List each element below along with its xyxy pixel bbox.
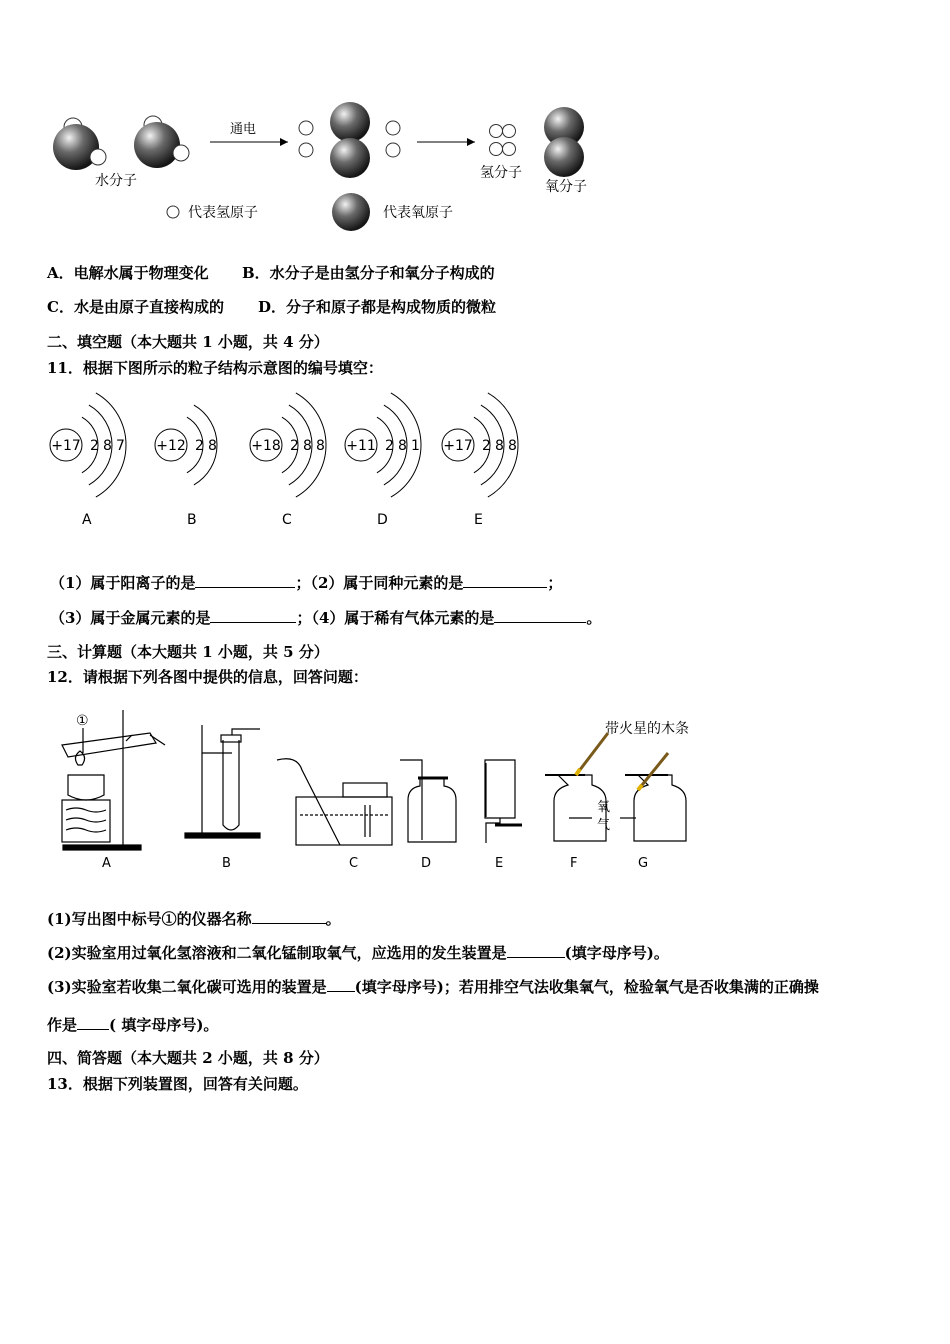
apparatus-label: B bbox=[222, 856, 231, 871]
apparatus-label: A bbox=[102, 856, 111, 871]
electron-count: 1 bbox=[411, 438, 420, 454]
electron-count: 8 bbox=[508, 438, 517, 454]
apparatus-label: C bbox=[349, 856, 359, 871]
apparatus-c bbox=[277, 759, 392, 845]
apparatus-d bbox=[400, 760, 456, 842]
legend-hydrogen: 代表氢原子 bbox=[188, 205, 258, 221]
atom-diagram bbox=[50, 393, 126, 528]
answer-blank[interactable] bbox=[77, 1015, 109, 1030]
atom-diagram bbox=[442, 393, 518, 528]
hydrogen-legend-icon bbox=[167, 206, 179, 218]
electron-count: 8 bbox=[303, 438, 312, 454]
answer-blank[interactable] bbox=[327, 977, 355, 992]
electrolysis-diagram bbox=[40, 95, 620, 235]
nucleus-charge: +18 bbox=[251, 438, 281, 454]
atom-diagram bbox=[155, 405, 217, 528]
hydrogen-label: 氢分子 bbox=[480, 165, 522, 181]
oxygen-char: 气 bbox=[597, 818, 611, 833]
option-c: C．水是由原子直接构成的 bbox=[47, 298, 224, 316]
punct: 。 bbox=[325, 910, 341, 928]
answer-blank[interactable] bbox=[210, 608, 296, 623]
atom-label: D bbox=[377, 512, 388, 528]
nucleus-charge: +17 bbox=[51, 438, 81, 454]
q12-part3-text: (3)实验室若收集二氧化碳可选用的装置是 bbox=[47, 978, 327, 996]
atom-diagram bbox=[250, 393, 326, 528]
electron-count: 7 bbox=[116, 438, 125, 454]
apparatus-label: F bbox=[570, 856, 578, 871]
q12-part3-cont-text: 作是 bbox=[47, 1016, 78, 1034]
apparatus-f bbox=[545, 720, 689, 841]
electron-count: 8 bbox=[103, 438, 112, 454]
q11-part3 bbox=[50, 607, 601, 628]
question-11-stem: 11．根据下图所示的粒子结构示意图的编号填空： bbox=[47, 359, 383, 377]
electron-count: 8 bbox=[316, 438, 325, 454]
apparatus-g bbox=[620, 753, 686, 841]
apparatus-label: E bbox=[495, 856, 504, 871]
electron-count: 2 bbox=[195, 438, 204, 454]
section-heading: 四、简答题（本大题共 2 小题，共 8 分） bbox=[47, 1049, 329, 1067]
nucleus-charge: +12 bbox=[156, 438, 186, 454]
atom-label: C bbox=[282, 512, 292, 528]
electron-count: 2 bbox=[385, 438, 394, 454]
option-d: D．分子和原子都是构成物质的微粒 bbox=[258, 298, 497, 316]
apparatus-a bbox=[62, 710, 165, 850]
nucleus-charge: +17 bbox=[443, 438, 473, 454]
q11-part4-text: ；（4）属于稀有气体元素的是 bbox=[296, 609, 495, 627]
arrow-label: 通电 bbox=[230, 122, 257, 137]
question-12-stem: 12．请根据下列各图中提供的信息，回答问题： bbox=[47, 668, 368, 686]
oxygen-legend-icon bbox=[332, 193, 370, 231]
apparatus-label: G bbox=[638, 856, 649, 871]
electron-count: 2 bbox=[482, 438, 491, 454]
electron-count: 8 bbox=[398, 438, 407, 454]
atom-diagram bbox=[345, 393, 421, 528]
q11-part1-text: （1）属于阳离子的是 bbox=[50, 574, 196, 592]
punct: ； bbox=[547, 574, 563, 592]
q12-part3-cont bbox=[47, 1014, 218, 1035]
answer-blank[interactable] bbox=[463, 573, 547, 588]
atom-structure-diagrams bbox=[40, 385, 560, 545]
q12-part2-text: (2)实验室用过氧化氢溶液和二氧化锰制取氧气，应选用的发生装置是 bbox=[47, 944, 507, 962]
apparatus-label: D bbox=[421, 856, 432, 871]
q12-part3 bbox=[47, 976, 819, 997]
q12-part3-mid: (填字母序号)；若用排空气法收集氧气，检验氧气是否收集满的正确操 bbox=[354, 978, 819, 996]
question-13-stem: 13．根据下列装置图，回答有关问题。 bbox=[47, 1075, 308, 1093]
q11-part3-text: （3）属于金属元素的是 bbox=[50, 609, 211, 627]
splint-label: 带火星的木条 bbox=[605, 721, 689, 737]
legend-oxygen: 代表氧原子 bbox=[383, 205, 453, 221]
oxygen-molecule bbox=[544, 107, 584, 177]
water-molecule bbox=[134, 116, 189, 168]
punct: 。 bbox=[586, 609, 602, 627]
section-heading: 三、计算题（本大题共 1 小题，共 5 分） bbox=[47, 643, 329, 661]
q11-part1 bbox=[50, 572, 562, 593]
q12-part3-suffix: ( 填字母序号)。 bbox=[109, 1016, 219, 1034]
apparatus-e bbox=[485, 760, 522, 843]
answer-blank[interactable] bbox=[195, 573, 295, 588]
electron-count: 2 bbox=[290, 438, 299, 454]
electron-count: 8 bbox=[208, 438, 217, 454]
atom-label: B bbox=[187, 512, 197, 528]
option-b: B．水分子是由氢分子和氧分子构成的 bbox=[242, 264, 495, 282]
water-molecule bbox=[53, 118, 106, 170]
arrow-head bbox=[280, 138, 288, 146]
q12-part2 bbox=[47, 942, 669, 963]
answer-blank[interactable] bbox=[252, 909, 326, 924]
lab-apparatus-diagram bbox=[40, 705, 720, 880]
q12-part2-suffix: (填字母序号)。 bbox=[564, 944, 669, 962]
q12-part1 bbox=[47, 908, 341, 929]
marker-one: ① bbox=[76, 713, 89, 729]
water-label: 水分子 bbox=[95, 173, 137, 189]
electron-count: 2 bbox=[90, 438, 99, 454]
arrow-head bbox=[467, 138, 475, 146]
answer-blank[interactable] bbox=[494, 608, 586, 623]
option-a: A．电解水属于物理变化 bbox=[47, 264, 209, 282]
apparatus-b bbox=[185, 725, 260, 838]
atom-label: A bbox=[82, 512, 92, 528]
nucleus-charge: +11 bbox=[346, 438, 376, 454]
q12-part1-text: (1)写出图中标号①的仪器名称 bbox=[47, 910, 252, 928]
oxygen-char: 氧 bbox=[597, 800, 611, 815]
oxygen-label: 氧分子 bbox=[545, 179, 587, 195]
hydrogen-molecules bbox=[490, 125, 516, 156]
answer-blank[interactable] bbox=[507, 943, 565, 958]
atom-label: E bbox=[474, 512, 483, 528]
q11-part2-text: ；（2）属于同种元素的是 bbox=[295, 574, 464, 592]
section-heading: 二、填空题（本大题共 1 小题，共 4 分） bbox=[47, 333, 329, 351]
electron-count: 8 bbox=[495, 438, 504, 454]
